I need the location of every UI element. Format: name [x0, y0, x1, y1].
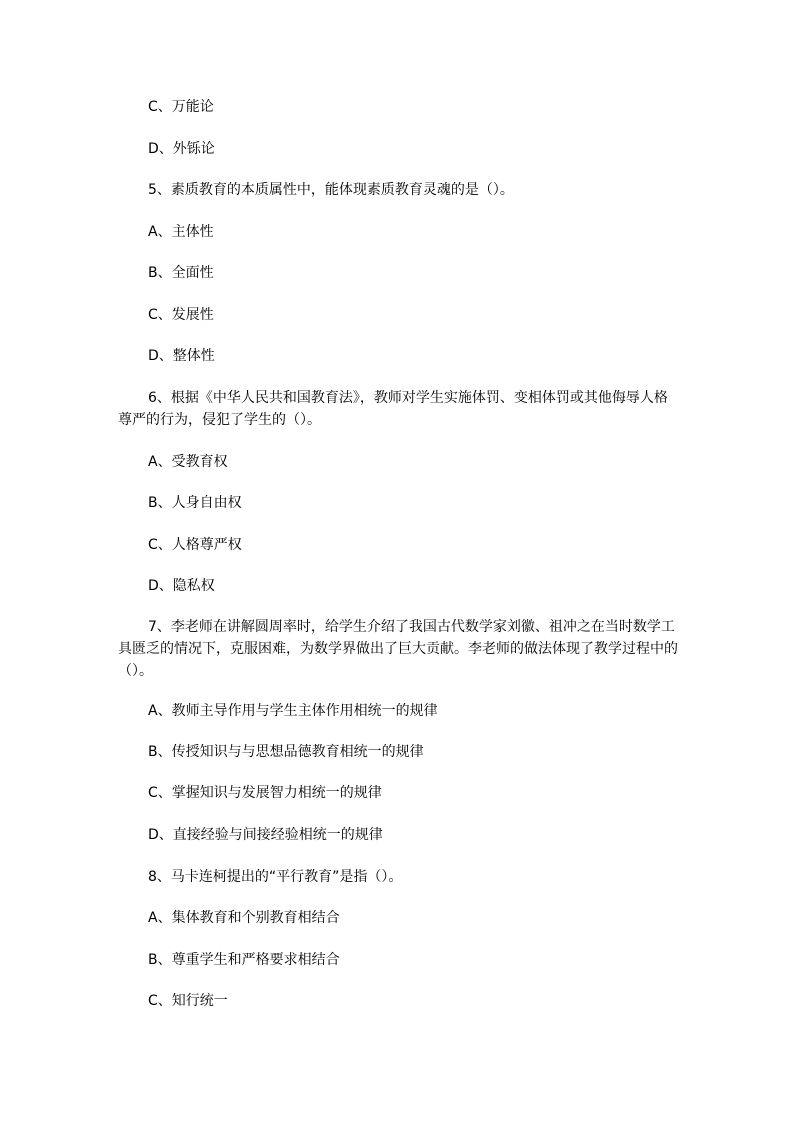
q5-option-d: D、整体性 [148, 348, 215, 364]
q6-option-a: A、受教育权 [148, 454, 228, 470]
option-c-prev: C、万能论 [148, 99, 214, 115]
q8-option-a: A、集体教育和个别教育相结合 [148, 910, 340, 926]
question-5: 5、素质教育的本质属性中，能体现素质教育灵魂的是（）。 [148, 182, 514, 198]
q7-option-c: C、掌握知识与发展智力相统一的规律 [148, 785, 382, 801]
q6-option-c: C、人格尊严权 [148, 537, 242, 553]
q5-option-b: B、全面性 [148, 265, 214, 281]
q5-option-a: A、主体性 [148, 224, 214, 240]
q7-option-a: A、教师主导作用与学生主体作用相统一的规律 [148, 703, 438, 719]
q6-option-b: B、人身自由权 [148, 495, 242, 511]
question-8: 8、马卡连柯提出的“平行教育”是指（）。 [148, 869, 403, 885]
q7-option-b: B、传授知识与与思想品德教育相统一的规律 [148, 744, 424, 760]
q6-option-d: D、隐私权 [148, 578, 215, 594]
q7-option-d: D、直接经验与间接经验相统一的规律 [148, 827, 383, 843]
question-7: 7、李老师在讲解圆周率时，给学生介绍了我国古代数学家刘徽、祖冲之在当时数学工具匮乏的情况下，克服困难，为数学界做出了巨大贡献。李老师的做法体现了教学过程中的（）。 [118, 619, 678, 679]
q8-option-b: B、尊重学生和严格要求相结合 [148, 952, 340, 968]
option-d-prev: D、外铄论 [148, 141, 215, 157]
q8-option-c: C、知行统一 [148, 993, 228, 1009]
q5-option-c: C、发展性 [148, 307, 214, 323]
question-6: 6、根据《中华人民共和国教育法》，教师对学生实施体罚、变相体罚或其他侮辱人格尊严的行为，侵犯了学生的（）。 [118, 390, 668, 428]
